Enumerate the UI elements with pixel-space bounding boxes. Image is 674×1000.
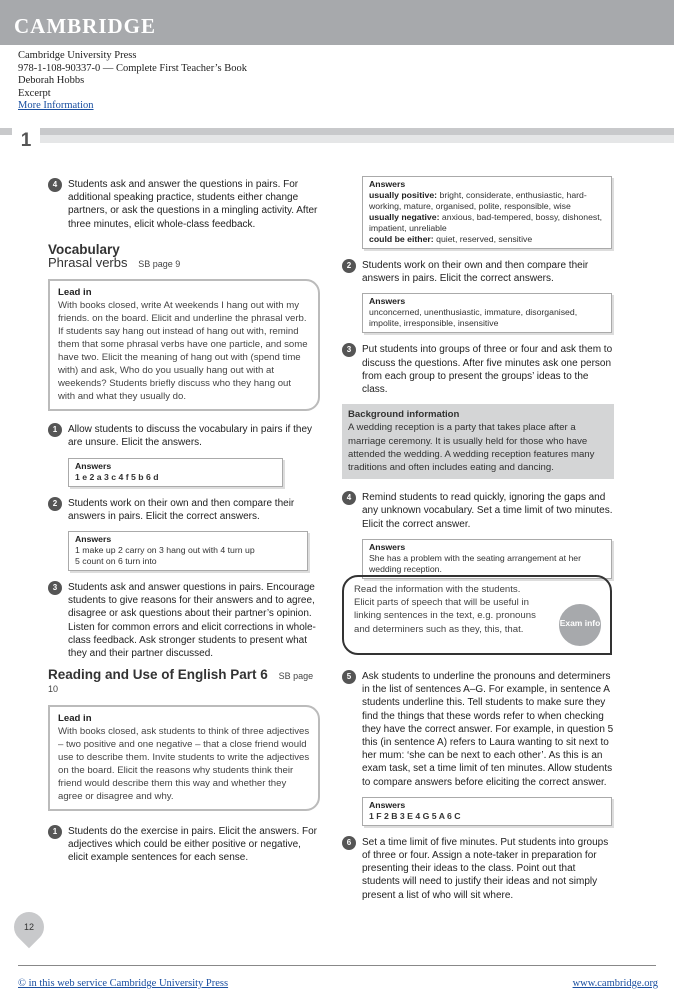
step-text: Ask students to underline the pronouns and determiners in the list of sentences A–G. For example, in sentence A students underline this. Tell students to make sure they find the things that these words refer to when checking they have the correct answer. For example, in question 5 this (in sentence A) refers to Laura wanting to sit next to her mum: ‘she can be next to each other’. As this is an exam task, set a time limit of ten minutes. Allow students to compare answers before eliciting the correct answer. [362, 671, 614, 788]
lead-in-title: Lead in [58, 712, 92, 724]
step-number: 3 [342, 343, 356, 357]
step-text: Students ask and answer questions in pairs. Encourage students to give reasons for their answers and to agree, disagree or ask questions about their partner’s opinion. Listen for common errors and elicit corrections in whole-class feedback. Ask stronger students to present what they and their partner discussed. [68, 582, 316, 660]
step-text: Allow students to discuss the vocabulary in pairs if they are unsure. Elicit the answers. [68, 424, 313, 449]
step-number: 1 [48, 825, 62, 839]
either-label: could be either: [369, 234, 434, 244]
cambridge-logo: CAMBRIDGE [14, 14, 157, 38]
positive-words: bright, considerate, enthusiastic, hard-working, mature, organised, polite, responsible, wise [369, 190, 587, 211]
step-2 [48, 497, 320, 523]
step-text: Put students into groups of three or four and ask them to discuss the questions. After five minutes ask one person from each group to present the groups’ ideas to the class. [362, 344, 613, 396]
reading-title: Reading and Use of English Part 6 [48, 667, 268, 683]
answers-line-1: 1 make up 2 carry on 3 hang out with 4 turn up [75, 545, 255, 556]
answers-title: Answers [369, 541, 406, 552]
background-info-text: A wedding reception is a party that takes place after a marriage ceremony. It is usually held for those who have attended the wedding. A wedding reception features many traditions and often includes eating and dancing. [348, 422, 595, 474]
answers-title: Answers [369, 296, 406, 307]
background-info-title: Background information [348, 409, 460, 421]
answers-text: unconcerned, unenthusiastic, immature, disorganised, impolite, irresponsible, insensitive [369, 307, 578, 329]
right-column-lower [342, 670, 614, 910]
step-3 [342, 343, 614, 396]
exam-info-badge: Exam info [555, 600, 605, 650]
left-column [48, 178, 320, 872]
copyright-link[interactable]: © in this web service Cambridge University Press [18, 978, 229, 989]
negative-words: anxious, bad-tempered, bossy, dishonest, impatient, unreliable [369, 212, 603, 233]
answers-text: She has a problem with the seating arrangement at her wedding reception. [369, 552, 582, 574]
lead-in-box [48, 705, 320, 811]
answers-box [362, 797, 612, 826]
step-text: Students ask and answer the questions in pairs. For additional speaking practice, students either change partners, or ask the questions in a mingling activity. After three minutes, elicit whole-class feedback. [68, 179, 318, 230]
right-column [342, 176, 614, 589]
lead-in-title: Lead in [58, 287, 92, 299]
step-text: Students do the exercise in pairs. Elicit the answers. For adjectives which could be either positive or negative, elicit example sentences for each sense. [68, 825, 318, 864]
step-5 [342, 670, 614, 789]
answers-text: 1 e 2 a 3 c 4 f 5 b 6 d [75, 471, 159, 482]
step-text: Set a time limit of five minutes. Put students into groups of three or four. Assign a note-taker in preparation for presenting their ideas to the class. Point out that students will need to justify their ideas and not simply present a list of who will sit where. [362, 836, 609, 901]
step-number: 1 [48, 423, 62, 437]
phrasal-verbs-heading [48, 256, 320, 271]
unit-number: 1 [12, 128, 40, 158]
negative-label: usually negative: [369, 212, 440, 222]
header-banner [0, 0, 674, 45]
footer-divider [18, 965, 656, 966]
answers-positive [369, 190, 605, 212]
background-info-box [342, 404, 614, 479]
page-number: 12 [23, 922, 34, 932]
step-3 [48, 581, 320, 660]
answers-title: Answers [369, 799, 406, 810]
answers-box [362, 539, 612, 579]
step-number: 3 [48, 581, 62, 595]
answers-box [362, 176, 612, 249]
isbn-title: 978-1-108-90337-0 — Complete First Teacher’s Book [18, 62, 247, 74]
sb-page-ref: SB page 10 [48, 671, 314, 695]
step-number: 2 [342, 259, 356, 273]
reading-heading [48, 668, 320, 696]
excerpt-label: Excerpt [18, 87, 51, 99]
lead-in-text: With books closed, write At weekends I hang out with my friends. on the board. Elicit and underline the phrasal verb. If students say hang out instead of hang out with, remind them that some phrasal verbs have one particle, and some have two. Elicit the meaning of hang out with (spend time with) and ask, Who do you usually hang out with at weekends? Students briefly discuss who they hang out with and what they usually do. [58, 300, 308, 403]
sb-page-ref: SB page 9 [138, 259, 181, 270]
footer [18, 978, 658, 989]
publisher: Cambridge University Press [18, 50, 137, 61]
answers-line-2: 5 count on 6 turn into [75, 556, 157, 567]
lead-in-text: With books closed, ask students to think of three adjectives – two positive and one negative – that a close friend would use to describe them. Invite students to write the adjectives on the board. Elicit the reasons why students think their friend would describe them this way and whether they agree or disagree and why. [58, 725, 310, 802]
step-number: 6 [342, 836, 356, 850]
unit-bar-shadow [40, 135, 674, 143]
answers-title: Answers [75, 534, 112, 545]
phrasal-verbs-title: Phrasal verbs [48, 255, 128, 271]
more-information-link[interactable]: More Information [18, 100, 94, 112]
either-words: quiet, reserved, sensitive [436, 234, 533, 244]
answers-box [68, 458, 283, 487]
author: Deborah Hobbs [18, 75, 85, 87]
step-1 [48, 825, 320, 865]
lead-in-box [48, 279, 320, 411]
step-number: 5 [342, 670, 356, 684]
answers-box [68, 531, 308, 571]
cambridge-site-link[interactable]: www.cambridge.org [572, 978, 658, 989]
step-number: 4 [48, 178, 62, 192]
step-number: 2 [48, 497, 62, 511]
exam-info-text: Read the information with the students. Elicit parts of speech that will be useful in linking sentences in the text, e.g. pronouns and determiners such as they, this, that. [354, 584, 536, 635]
step-text: Remind students to read quickly, ignoring the gaps and any unknown vocabulary. Set a time limit of two minutes. Elicit the correct answer. [362, 492, 613, 530]
unit-bar [0, 128, 674, 135]
step-1 [48, 423, 320, 449]
positive-label: usually positive: [369, 190, 438, 200]
answers-title: Answers [75, 460, 112, 471]
step-text: Students work on their own and then compare their answers in pairs. Elicit the correct answers. [362, 260, 589, 285]
step-number: 4 [342, 491, 356, 505]
answers-negative [369, 212, 605, 234]
book-meta [18, 50, 247, 113]
step-text: Students work on their own and then compare their answers in pairs. Elicit the correct answers. [68, 497, 295, 522]
vocabulary-heading: Vocabulary [48, 241, 120, 257]
answers-title: Answers [369, 179, 406, 189]
step-4 [342, 491, 614, 531]
page-number-marker [8, 906, 50, 948]
answers-box [362, 293, 612, 333]
step-4 [48, 178, 320, 231]
answers-either [369, 234, 605, 245]
step-6 [342, 836, 614, 902]
step-2 [342, 259, 614, 285]
answers-text: 1 F 2 B 3 E 4 G 5 A 6 C [369, 810, 461, 821]
